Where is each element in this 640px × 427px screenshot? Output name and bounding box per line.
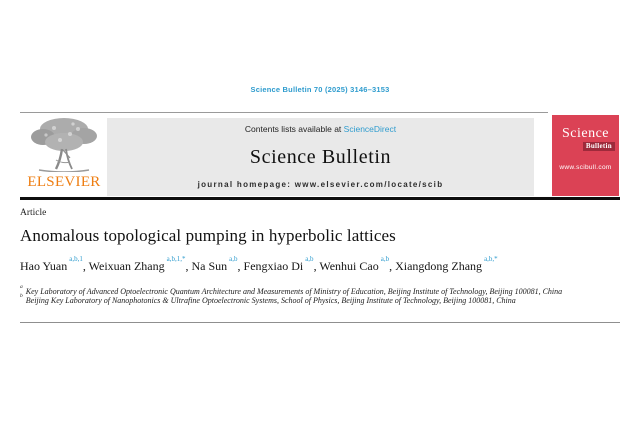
affiliation-list	[20, 283, 626, 305]
author: Fengxiao Di $^{a,b}$	[243, 255, 314, 273]
cover-title-line2: Bulletin	[583, 142, 615, 151]
sciencedirect-link[interactable]: ScienceDirect	[343, 124, 397, 134]
contents-line	[245, 124, 396, 134]
contents-line-text: Contents lists available at	[244, 124, 344, 134]
header-bottom-divider	[20, 322, 620, 323]
journal-homepage-link[interactable]: journal homepage: www.elsevier.com/locate/scib	[197, 180, 444, 189]
journal-cover[interactable]	[552, 115, 619, 196]
cover-title-line1: Science	[561, 126, 610, 141]
author: Na Sun $^{a,b}$	[191, 255, 238, 273]
running-head: Science Bulletin 70 (2025) 3146–3153	[250, 85, 390, 94]
elsevier-wordmark: ELSEVIER	[27, 174, 101, 190]
journal-title: Science Bulletin	[249, 145, 392, 168]
top-divider	[20, 112, 548, 113]
masthead-box	[107, 118, 534, 196]
article-title: Anomalous topological pumping in hyperbolic lattices	[20, 226, 396, 245]
masthead-bottom-rule	[20, 197, 620, 200]
article-type-label: Article	[20, 208, 47, 218]
affiliation: $^b$ Beijing Key Laboratory of Nanophotonics & Ultrafine Optoelectronic Systems, School of Physics, Beijing Institute of Technology, Beijing 100081, China	[20, 292, 516, 305]
cover-url: www.scibull.com	[559, 164, 612, 171]
author: Xiangdong Zhang $^{a,b,*}$	[395, 255, 498, 273]
elsevier-tree-icon	[24, 116, 104, 172]
author: Wenhui Cao $^{a,b}$	[319, 255, 390, 273]
author: Hao Yuan $^{a,b,1}$	[20, 255, 83, 273]
affiliation: $^a$ Key Laboratory of Advanced Optoelectronic Quantum Architecture and Measurements of Ministry of Education, Beijing Institute of Technology, Beijing 100081, China	[20, 283, 563, 296]
author: Weixuan Zhang $^{a,b,1,*}$	[88, 255, 186, 273]
elsevier-logo	[24, 116, 104, 191]
author-list: Hao Yuan $^{a,b,1}$, Weixuan Zhang $^{a,b,1,*}$, Na Sun $^{a,b}$, Fengxiao Di $^{a,b}$, Wenhui Cao $^{a,b}$, Xiangdong Zhang $^{a,b,*}$	[20, 255, 498, 273]
